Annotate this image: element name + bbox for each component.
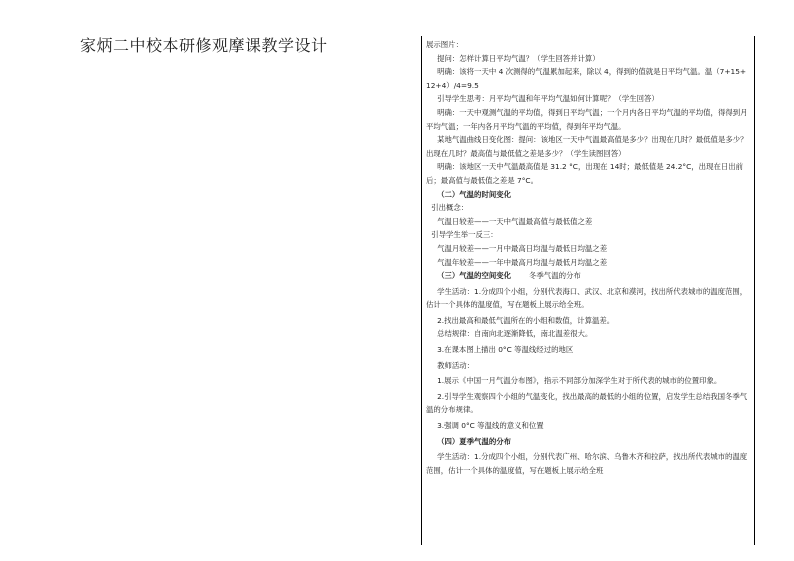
paragraph-teacher-step-2: 2.引导学生观察四个小组的气温变化，找出最高的最低的小组的位置，启发学生总结我国冬季气温的分布规律。: [426, 391, 748, 415]
section-subheading-winter: 冬季气温的分布: [529, 271, 581, 281]
definition-monthly-range: 气温月较差——一月中最高日均温与最低日均温之差: [437, 243, 608, 253]
lesson-content: [422, 36, 754, 477]
paragraph-introduce-concept: 引出概念：: [431, 203, 469, 213]
definition-daily-range: 气温日较差——一天中气温最高值与最低值之差: [437, 216, 593, 226]
section-heading-spatial-variation: [426, 269, 750, 283]
paragraph-find-extremes: 2.找出最高和最低气温所在的小组和数值，计算温差。: [437, 315, 615, 325]
paragraph-summary-rule: 总结规律：自南向北逐渐降低，南北温差很大。: [437, 329, 593, 339]
paragraph-guide-analogy: 引导学生举一反三：: [431, 230, 498, 240]
paragraph-student-activity-winter: 学生活动：1.分成四个小组，分别代表海口、武汉、北京和漠河，找出所代表城市的温度范围，估计一个具体的温度值，写在题板上展示给全班。: [426, 286, 748, 310]
document-title: 家炳二中校本研修观摩课教学设计: [80, 36, 328, 55]
section-heading-summer: （四）夏季气温的分布: [437, 436, 512, 446]
paragraph-daily-curve-answer: 明确：该地区一天中气温最高值是 31.2 °C，出现在 14时；最低值是 24.2°C，出现在日出前后；最高值与最低值之差是 7°C。: [426, 162, 744, 185]
lesson-content-cell: [421, 36, 755, 545]
definition-yearly-range: 气温年较差——一年中最高月均温与最低月均温之差: [437, 257, 608, 267]
paragraph-guide-monthly-yearly: 引导学生思考：月平均气温和年平均气温如何计算呢？（学生回答）: [437, 94, 659, 104]
paragraph-teacher-step-3: 3.强调 0°C 等温线的意义和位置: [437, 421, 544, 431]
paragraph-clarify-monthly-yearly: 明确：一天中观测气温的平均值，得到日平均气温；一个月内各日平均气温的平均值，得得到月平均气温；一年内各月平均气温的平均值，得到年平均气温。: [426, 107, 748, 131]
paragraph-question-daily-avg: 提问：怎样计算日平均气温？（学生回答并计算）: [437, 53, 600, 63]
paragraph-show-images: 展示图片：: [426, 40, 463, 49]
paragraph-teacher-activity: 教师活动：: [437, 360, 475, 370]
section-heading-spatial-title: （三）气温的空间变化: [437, 271, 512, 281]
section-heading-time-variation: （二）气温的时间变化: [437, 189, 512, 199]
paragraph-student-activity-summer: 学生活动：1.分成四个小组，分别代表广州、哈尔滨、乌鲁木齐和拉萨，找出所代表城市的温度范围，估计一个具体的温度值，写在题板上展示给全班: [426, 452, 748, 475]
paragraph-draw-isotherm: 3.在课本图上描出 0°C 等温线经过的地区: [437, 345, 574, 355]
paragraph-teacher-step-1: 1.展示《中国一月气温分布图》，指示不同部分加深学生对于所代表的城市的位置印象。: [437, 376, 722, 386]
paragraph-clarify-daily-avg: 明确：该将一天中 4 次测得的气温累加起来，除以 4，得到的值就是日平均气温。温（7+15+12+4）/4=9.5: [426, 67, 747, 90]
paragraph-daily-curve-question: 某地气温曲线日变化图：提问：该地区一天中气温最高值是多少？出现在几时？最低值是多少？出现在几时？最高值与最低值之差是多少？（学生读图回答）: [426, 135, 748, 158]
